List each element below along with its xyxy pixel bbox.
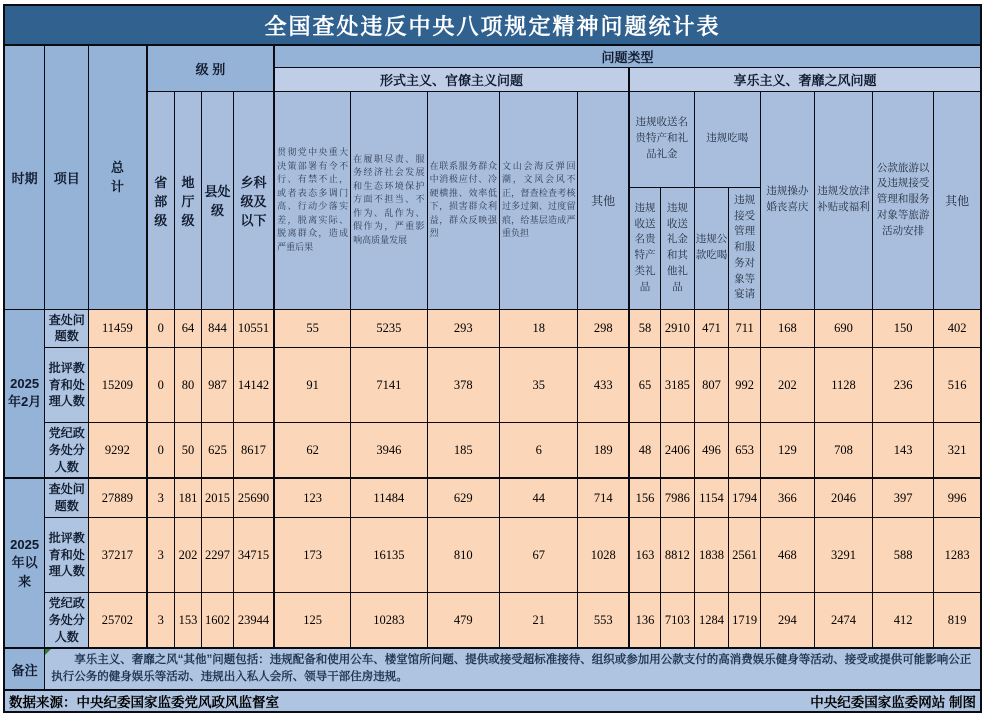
data-cell: 129 xyxy=(760,423,814,479)
data-cell: 433 xyxy=(578,348,629,423)
row-label-cell: 党纪政务处分人数 xyxy=(45,593,89,649)
source-bar xyxy=(9,691,976,711)
data-cell: 25702 xyxy=(89,593,147,649)
data-cell: 143 xyxy=(873,423,934,479)
data-cell: 588 xyxy=(873,518,934,593)
header-cell-hedonism-other: 其他 xyxy=(934,91,981,309)
header-cell-item: 项目 xyxy=(45,45,89,309)
data-cell: 1154 xyxy=(694,478,729,517)
data-cell: 202 xyxy=(760,348,814,423)
data-cell: 11459 xyxy=(89,309,147,348)
data-cell: 64 xyxy=(174,309,202,348)
data-cell: 91 xyxy=(274,348,350,423)
credit-text: 中央纪委国家监委网站 制图 xyxy=(810,695,976,711)
row-label-cell: 查处问题数 xyxy=(45,478,89,517)
data-cell: 471 xyxy=(694,309,729,348)
data-cell: 21 xyxy=(499,593,578,649)
note-text: 享乐主义、奢靡之风“其他”问题包括：违规配备和使用公车、楼堂馆所问题、提供或接受超标准接待、组织或参加用公款支付的高消费娱乐健身等活动、接受或提供可能影响公正执行公务的健身娱乐等活动、违规出入私人会所、领导干部住房违规。 xyxy=(51,653,972,684)
table-row xyxy=(4,478,981,517)
header-cell-problem-type: 问题类型 xyxy=(274,45,981,67)
data-cell: 8617 xyxy=(233,423,274,479)
data-cell: 807 xyxy=(694,348,729,423)
row-label-cell: 批评教育和处理人数 xyxy=(45,518,89,593)
data-cell: 173 xyxy=(274,518,350,593)
data-cell: 397 xyxy=(873,478,934,517)
data-cell: 2297 xyxy=(202,518,234,593)
header-cell-gifts-specialty: 违规收送名贵特产类礼品 xyxy=(629,187,661,309)
data-cell: 156 xyxy=(629,478,661,517)
data-cell: 2561 xyxy=(729,518,761,593)
header-cell-gifts-group: 违规收送名贵特产和礼品礼金 xyxy=(629,91,694,187)
data-cell: 412 xyxy=(873,593,934,649)
header-cell-formalism-group: 形式主义、官僚主义问题 xyxy=(274,67,629,91)
data-cell: 9292 xyxy=(89,423,147,479)
title-row xyxy=(4,5,981,45)
data-cell: 3946 xyxy=(351,423,427,479)
data-cell: 1838 xyxy=(694,518,729,593)
data-cell: 136 xyxy=(629,593,661,649)
header-cell-public-travel: 公款旅游以及违规接受管理和服务对象等旅游活动安排 xyxy=(873,91,934,309)
data-cell: 3 xyxy=(147,518,175,593)
data-cell: 1128 xyxy=(814,348,872,423)
table-row xyxy=(4,309,981,348)
data-source-text: 数据来源：中央纪委国家监委党风政风监督室 xyxy=(9,695,279,711)
table-row xyxy=(4,593,981,649)
data-cell: 48 xyxy=(629,423,661,479)
header-row-3 xyxy=(4,91,981,187)
data-cell: 153 xyxy=(174,593,202,649)
data-cell: 298 xyxy=(578,309,629,348)
header-row-1 xyxy=(4,45,981,67)
data-cell: 8812 xyxy=(661,518,695,593)
data-cell: 185 xyxy=(427,423,499,479)
data-cell: 516 xyxy=(934,348,981,423)
data-cell: 2910 xyxy=(661,309,695,348)
header-cell-formalism-other: 其他 xyxy=(578,91,629,309)
data-cell: 5235 xyxy=(351,309,427,348)
data-cell: 58 xyxy=(629,309,661,348)
data-cell: 10551 xyxy=(233,309,274,348)
data-cell: 690 xyxy=(814,309,872,348)
data-cell: 62 xyxy=(274,423,350,479)
header-cell-level-county: 县处级 xyxy=(202,91,234,309)
data-cell: 2015 xyxy=(202,478,234,517)
header-cell-weddings-funerals: 违规操办婚丧喜庆 xyxy=(760,91,814,309)
data-cell: 7986 xyxy=(661,478,695,517)
row-label-cell: 查处问题数 xyxy=(45,309,89,348)
data-cell: 3 xyxy=(147,478,175,517)
data-cell: 708 xyxy=(814,423,872,479)
data-cell: 3185 xyxy=(661,348,695,423)
data-cell: 67 xyxy=(499,518,578,593)
data-cell: 65 xyxy=(629,348,661,423)
header-cell-dining-banquets: 违规接受管理和服务对象等宴请 xyxy=(729,187,761,309)
data-cell: 992 xyxy=(729,348,761,423)
data-cell: 11484 xyxy=(351,478,427,517)
data-cell: 810 xyxy=(427,518,499,593)
header-cell-period: 时期 xyxy=(4,45,45,309)
data-cell: 125 xyxy=(274,593,350,649)
data-cell: 3 xyxy=(147,593,175,649)
source-row xyxy=(4,690,981,712)
row-label-cell: 批评教育和处理人数 xyxy=(45,348,89,423)
table-row xyxy=(4,423,981,479)
excel-corner-marker xyxy=(45,649,51,655)
page-title: 全国查处违反中央八项规定精神问题统计表 xyxy=(4,5,981,45)
header-cell-dining-group: 违规吃喝 xyxy=(694,91,760,187)
header-cell-gifts-money: 违规收送礼金和其他礼品 xyxy=(661,187,695,309)
source-cell xyxy=(4,690,981,712)
data-cell: 653 xyxy=(729,423,761,479)
data-cell: 7141 xyxy=(351,348,427,423)
data-cell: 479 xyxy=(427,593,499,649)
data-cell: 1602 xyxy=(202,593,234,649)
header-cell-level: 级 别 xyxy=(147,45,274,91)
data-cell: 37217 xyxy=(89,518,147,593)
table-body xyxy=(4,309,981,648)
data-cell: 55 xyxy=(274,309,350,348)
note-row xyxy=(4,648,981,690)
row-label-cell: 党纪政务处分人数 xyxy=(45,423,89,479)
data-cell: 1794 xyxy=(729,478,761,517)
data-cell: 18 xyxy=(499,309,578,348)
header-cell-total xyxy=(89,45,147,309)
data-cell: 711 xyxy=(729,309,761,348)
data-cell: 189 xyxy=(578,423,629,479)
period-cell: 2025年以来 xyxy=(4,478,45,648)
data-cell: 3291 xyxy=(814,518,872,593)
data-cell: 35 xyxy=(499,348,578,423)
header-cell-allowances: 违规发放津补贴或福利 xyxy=(814,91,872,309)
data-cell: 366 xyxy=(760,478,814,517)
data-cell: 150 xyxy=(873,309,934,348)
header-cell-formalism-2: 在履职尽责、服务经济社会发展和生态环境保护方面不担当、不作为、乱作为、假作为，严重影响高质量发展 xyxy=(351,91,427,309)
table-footer xyxy=(4,648,981,712)
header-cell-dining-public-funds: 违规公款吃喝 xyxy=(694,187,729,309)
header-cell-formalism-1: 贯彻党中央重大决策部署有令不行、有禁不止，或者表态多调门高、行动少落实差，脱离实际、脱离群众，造成严重后果 xyxy=(274,91,350,309)
total-label: 总计 xyxy=(110,159,124,195)
data-cell: 163 xyxy=(629,518,661,593)
data-cell: 34715 xyxy=(233,518,274,593)
data-cell: 293 xyxy=(427,309,499,348)
data-cell: 844 xyxy=(202,309,234,348)
table-header xyxy=(4,5,981,309)
data-cell: 44 xyxy=(499,478,578,517)
header-cell-formalism-3: 在联系服务群众中消极应付、冷硬横推、效率低下，损害群众利益，群众反映强烈 xyxy=(427,91,499,309)
data-cell: 625 xyxy=(202,423,234,479)
note-cell xyxy=(45,648,981,690)
data-cell: 123 xyxy=(274,478,350,517)
data-cell: 321 xyxy=(934,423,981,479)
data-cell: 819 xyxy=(934,593,981,649)
data-cell: 15209 xyxy=(89,348,147,423)
header-cell-level-province: 省部级 xyxy=(147,91,175,309)
header-cell-level-township: 乡科级及以下 xyxy=(233,91,274,309)
data-cell: 2046 xyxy=(814,478,872,517)
data-cell: 23944 xyxy=(233,593,274,649)
data-cell: 80 xyxy=(174,348,202,423)
data-cell: 0 xyxy=(147,423,175,479)
data-cell: 378 xyxy=(427,348,499,423)
note-label: 备注 xyxy=(4,648,45,690)
data-cell: 6 xyxy=(499,423,578,479)
data-cell: 202 xyxy=(174,518,202,593)
data-cell: 1028 xyxy=(578,518,629,593)
data-cell: 553 xyxy=(578,593,629,649)
data-cell: 1719 xyxy=(729,593,761,649)
data-cell: 0 xyxy=(147,348,175,423)
header-cell-level-prefecture: 地厅级 xyxy=(174,91,202,309)
data-cell: 27889 xyxy=(89,478,147,517)
data-cell: 14142 xyxy=(233,348,274,423)
data-cell: 629 xyxy=(427,478,499,517)
data-cell: 10283 xyxy=(351,593,427,649)
data-cell: 714 xyxy=(578,478,629,517)
data-cell: 294 xyxy=(760,593,814,649)
header-cell-hedonism-group: 享乐主义、奢靡之风问题 xyxy=(629,67,981,91)
data-cell: 16135 xyxy=(351,518,427,593)
data-cell: 496 xyxy=(694,423,729,479)
data-cell: 2406 xyxy=(661,423,695,479)
period-cell: 2025年2月 xyxy=(4,309,45,478)
data-cell: 236 xyxy=(873,348,934,423)
data-cell: 0 xyxy=(147,309,175,348)
statistics-table xyxy=(3,4,982,713)
header-cell-formalism-4: 文山会海反弹回潮，文风会风不正，督查检查考核过多过频、过度留痕，给基层造成严重负担 xyxy=(499,91,578,309)
data-cell: 402 xyxy=(934,309,981,348)
data-cell: 1283 xyxy=(934,518,981,593)
data-cell: 2474 xyxy=(814,593,872,649)
data-cell: 50 xyxy=(174,423,202,479)
table-row xyxy=(4,518,981,593)
data-cell: 1284 xyxy=(694,593,729,649)
data-cell: 168 xyxy=(760,309,814,348)
data-cell: 25690 xyxy=(233,478,274,517)
data-cell: 181 xyxy=(174,478,202,517)
data-cell: 996 xyxy=(934,478,981,517)
data-cell: 7103 xyxy=(661,593,695,649)
data-cell: 468 xyxy=(760,518,814,593)
table-row xyxy=(4,348,981,423)
data-cell: 987 xyxy=(202,348,234,423)
